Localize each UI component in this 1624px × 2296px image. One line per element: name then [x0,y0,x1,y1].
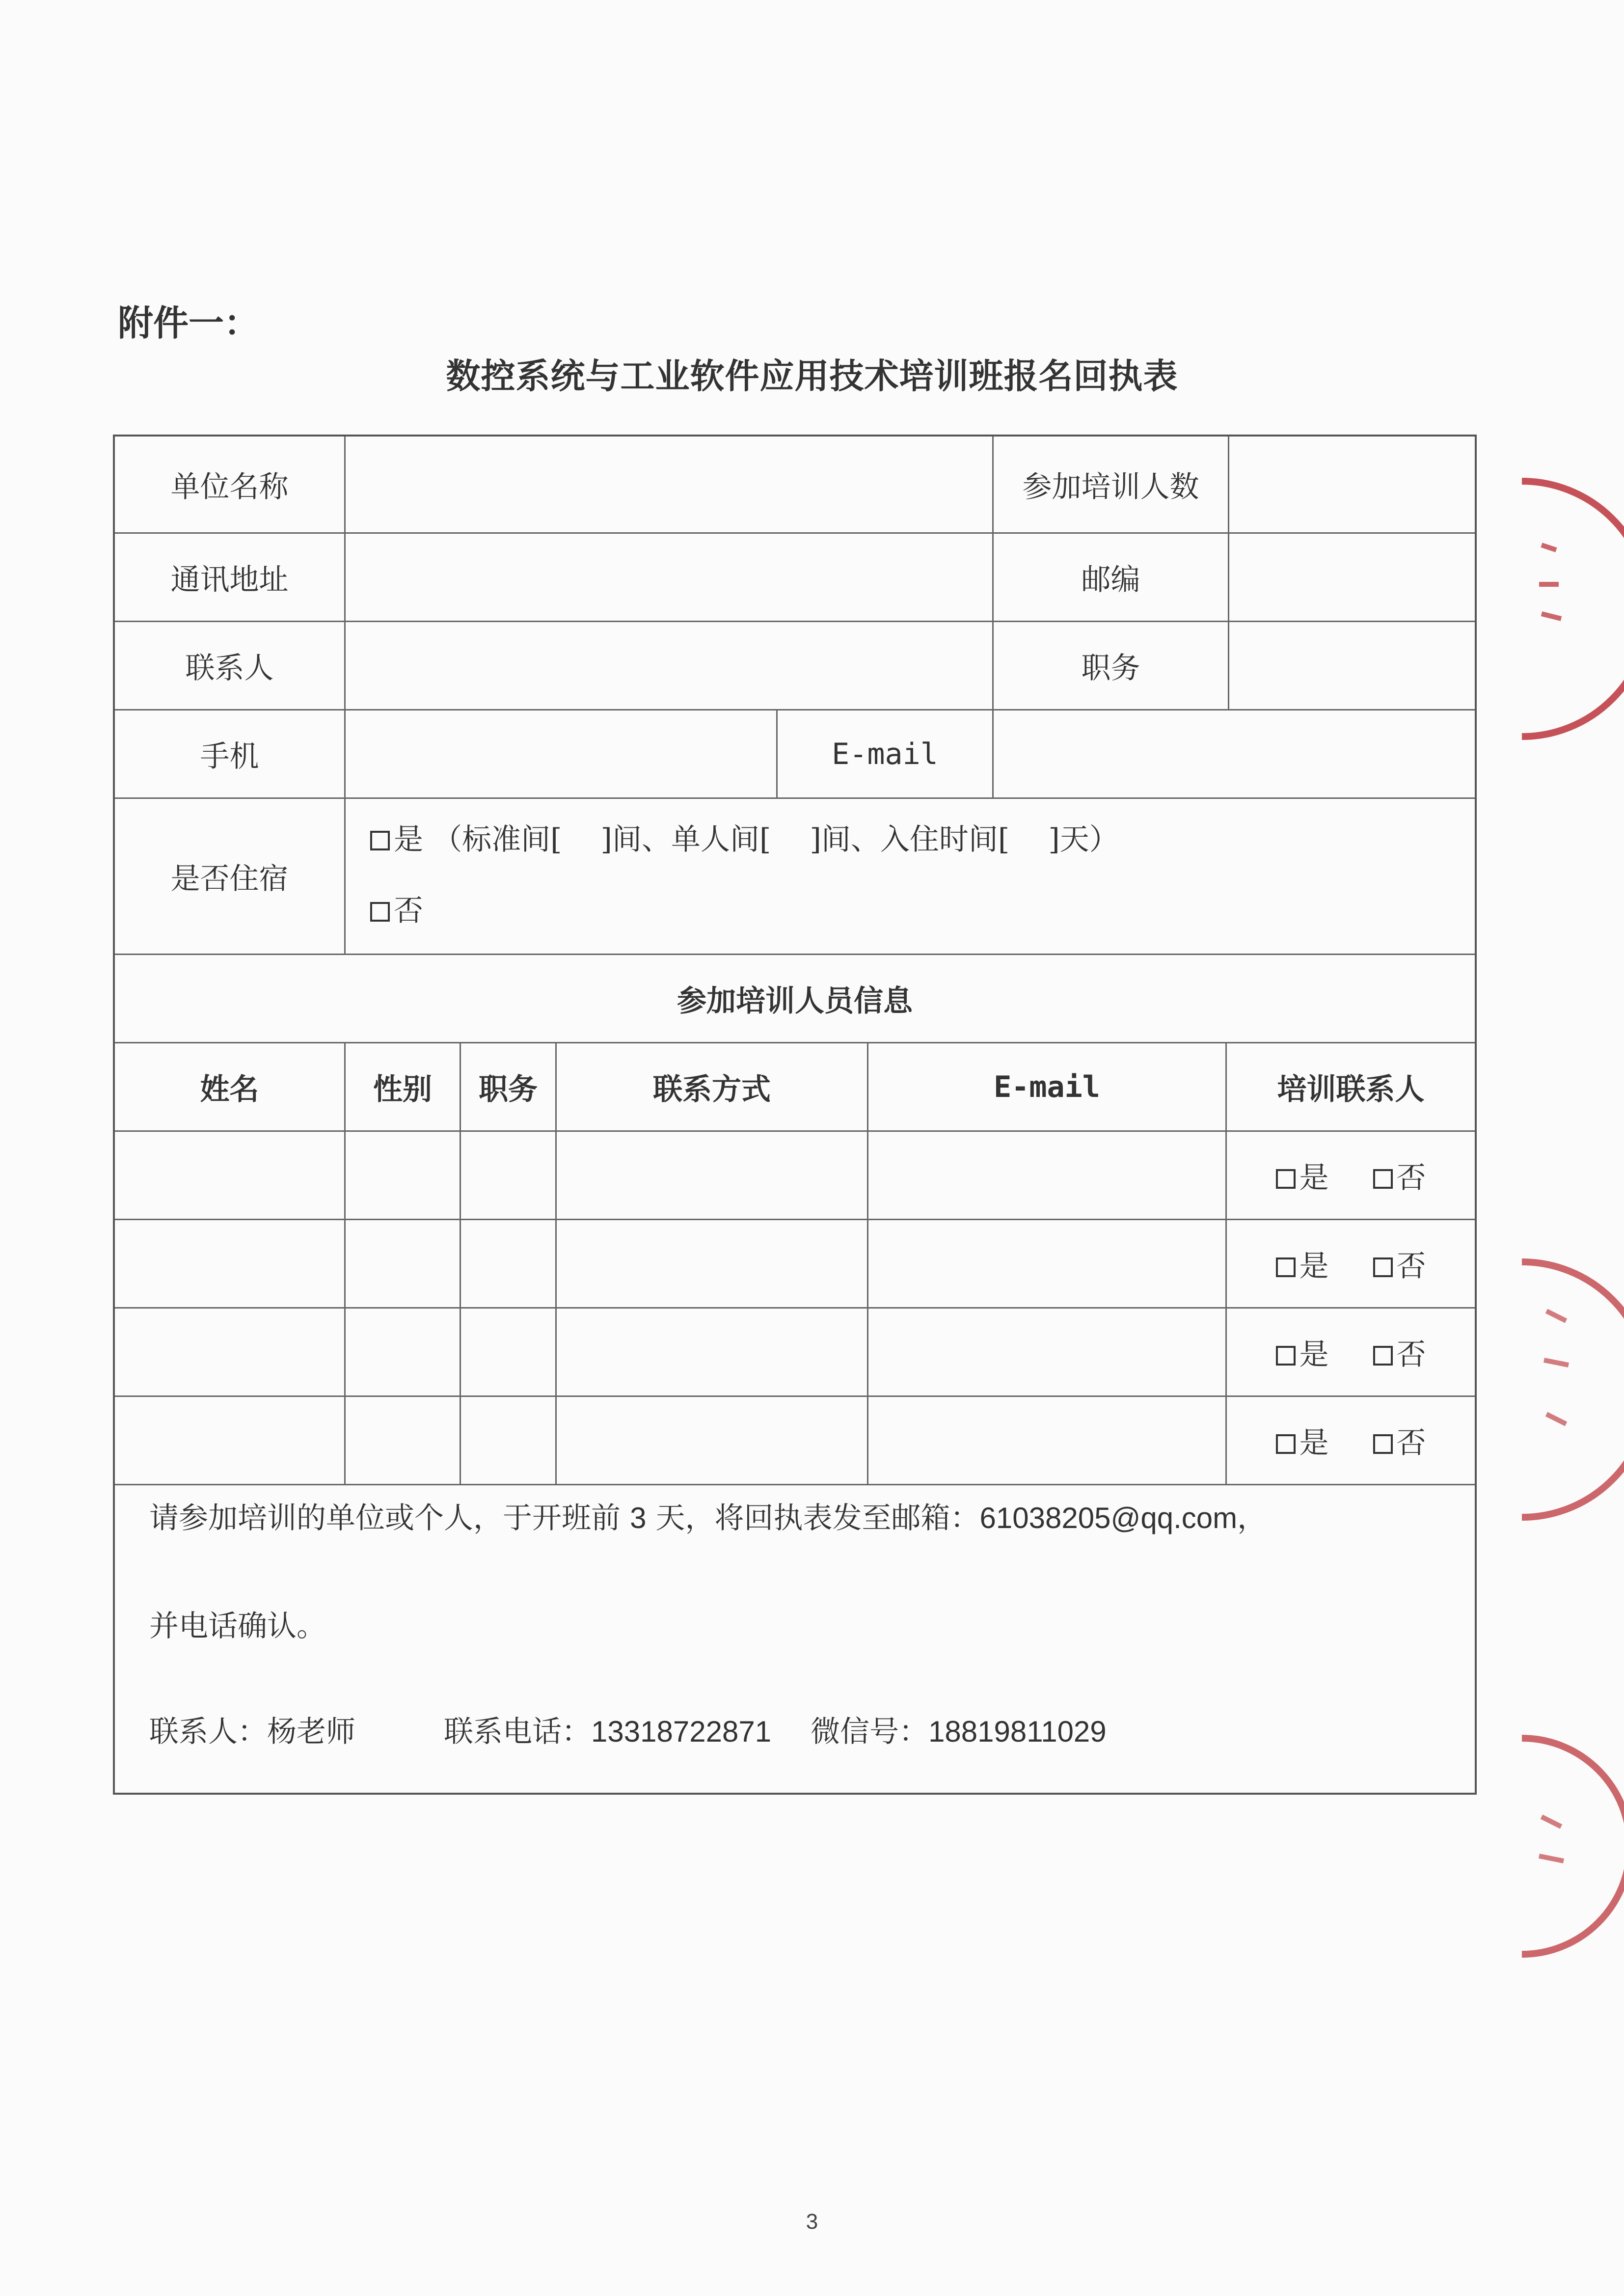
checkbox-icon[interactable] [1276,1169,1296,1189]
label-position: 职务 [994,622,1229,711]
checkbox-icon[interactable] [1373,1434,1393,1454]
participant-contact-cell[interactable] [557,1132,868,1220]
participant-position-cell[interactable] [461,1309,557,1397]
training-contact-choice [1227,1220,1475,1309]
yes-option[interactable]: 是 [1276,1243,1329,1285]
participant-count-field[interactable] [1229,437,1475,534]
submission-instructions: 请参加培训的单位或个人，于开班前 3 天，将回执表发至邮箱：61038205@qq.com， [149,1501,1267,1535]
label-email: E-mail [778,711,994,799]
no-option[interactable]: 否 [1373,1420,1426,1462]
organization-field[interactable] [346,437,994,534]
no-option[interactable]: 否 [1373,1331,1426,1373]
participant-gender-cell[interactable] [346,1132,461,1220]
participant-contact-cell[interactable] [557,1397,868,1485]
seal-stamp-fragment [1512,1728,1624,1964]
checkbox-icon[interactable] [370,902,390,922]
address-field[interactable] [346,534,994,622]
checkbox-icon[interactable] [1276,1257,1296,1277]
label-address: 通讯地址 [115,534,346,622]
page-number: 3 [806,2210,818,2234]
no-option[interactable]: 否 [1373,1154,1426,1197]
lodging-no-option[interactable]: 否 [370,887,423,929]
contact-info: 联系人：杨老师 联系电话：13318722871 微信号：18819811029 [149,1715,1107,1749]
lodging-options [346,799,1475,955]
position-field[interactable] [1229,622,1475,711]
label-participant-count: 参加培训人数 [994,437,1229,534]
email-field[interactable] [994,711,1475,799]
participant-email-cell[interactable] [868,1397,1227,1485]
wechat-id: 18819811029 [928,1715,1107,1748]
yes-option[interactable]: 是 [1276,1154,1329,1197]
col-name: 姓名 [115,1043,346,1132]
participant-gender-cell[interactable] [346,1220,461,1309]
checkbox-icon[interactable] [1276,1346,1296,1366]
checkbox-icon[interactable] [370,831,390,850]
participant-gender-cell[interactable] [346,1309,461,1397]
lodging-yes-option[interactable]: 是 （标准间[ ]间、单人间[ ]间、入住时间[ ]天） [370,816,1119,858]
checkbox-icon[interactable] [1373,1257,1393,1277]
label-lodging: 是否住宿 [115,799,346,955]
participant-name-cell[interactable] [115,1220,346,1309]
postcode-field[interactable] [1229,534,1475,622]
participant-position-cell[interactable] [461,1132,557,1220]
label-mobile: 手机 [115,711,346,799]
form-title: 数控系统与工业软件应用技术培训班报名回执表 [446,355,1178,396]
participant-position-cell[interactable] [461,1397,557,1485]
participant-position-cell[interactable] [461,1220,557,1309]
training-contact-choice [1227,1132,1475,1220]
checkbox-icon[interactable] [1276,1434,1296,1454]
participant-contact-cell[interactable] [557,1220,868,1309]
label-organization: 单位名称 [115,437,346,534]
section-title: 参加培训人员信息 [115,955,1475,1043]
col-position: 职务 [461,1043,557,1132]
col-training-contact: 培训联系人 [1227,1043,1475,1132]
no-option[interactable]: 否 [1373,1243,1426,1285]
participant-gender-cell[interactable] [346,1397,461,1485]
col-email: E-mail [868,1043,1227,1132]
participant-name-cell[interactable] [115,1309,346,1397]
confirm-instruction: 并电话确认。 [149,1609,326,1643]
participant-name-cell[interactable] [115,1132,346,1220]
contact-phone[interactable]: 13318722871 [591,1715,772,1748]
contact-email[interactable]: 61038205@qq.com [979,1502,1238,1534]
yes-option[interactable]: 是 [1276,1420,1329,1462]
col-contact-method: 联系方式 [557,1043,868,1132]
checkbox-icon[interactable] [1373,1346,1393,1366]
participant-contact-cell[interactable] [557,1309,868,1397]
contact-person-field[interactable] [346,622,994,711]
mobile-field[interactable] [346,711,778,799]
attachment-label: 附件一： [118,302,260,344]
label-contact-person: 联系人 [115,622,346,711]
label-postcode: 邮编 [994,534,1229,622]
form-notes [115,1485,1475,1794]
registration-form [113,435,1477,1795]
seal-stamp-fragment [1512,1252,1624,1527]
checkbox-icon[interactable] [1373,1169,1393,1189]
yes-option[interactable]: 是 [1276,1331,1329,1373]
seal-stamp-fragment [1512,471,1624,746]
training-contact-choice [1227,1397,1475,1485]
participant-email-cell[interactable] [868,1309,1227,1397]
col-gender: 性别 [346,1043,461,1132]
participant-email-cell[interactable] [868,1132,1227,1220]
participant-email-cell[interactable] [868,1220,1227,1309]
participant-name-cell[interactable] [115,1397,346,1485]
training-contact-choice [1227,1309,1475,1397]
